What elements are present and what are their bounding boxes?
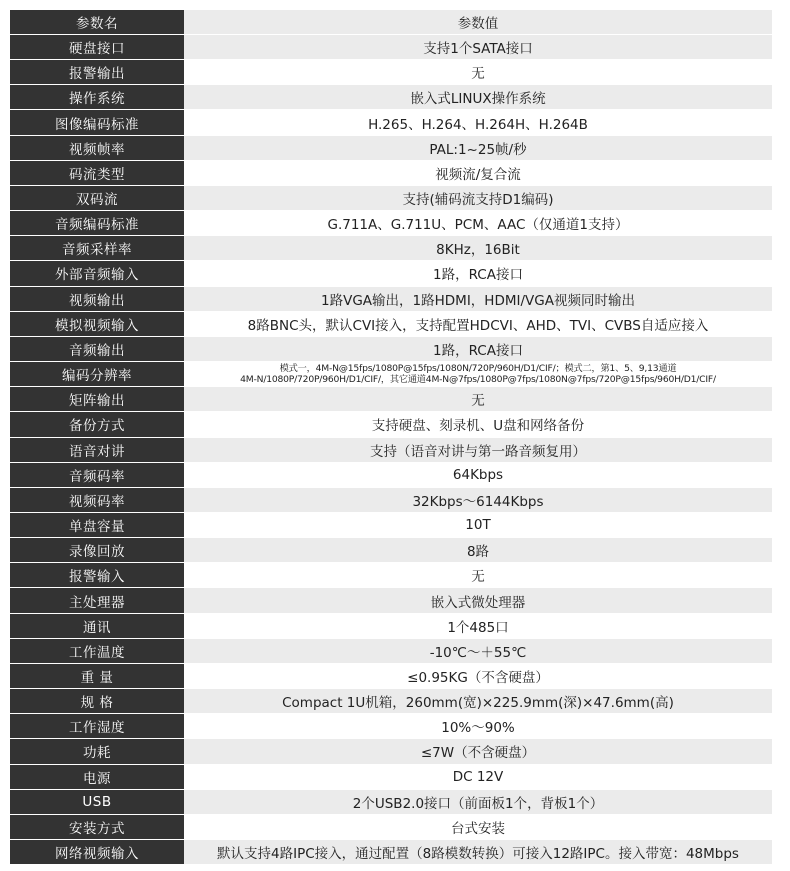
param-name: 备份方式 — [10, 412, 184, 436]
header-param-value: 参数值 — [184, 10, 772, 34]
param-name: 模拟视频输入 — [10, 312, 184, 336]
param-value: -10℃～＋55℃ — [184, 639, 772, 663]
param-value: 无 — [184, 387, 772, 411]
table-row — [10, 136, 772, 161]
param-name: 报警输出 — [10, 60, 184, 84]
param-value: 默认支持4路IPC接入，通过配置（8路模数转换）可接入12路IPC。接入带宽：48Mbps — [184, 840, 772, 864]
param-value: 无 — [184, 60, 772, 84]
param-value: 10T — [184, 513, 772, 537]
param-name: 网络视频输入 — [10, 840, 184, 864]
table-row — [10, 211, 772, 236]
param-name: 视频输出 — [10, 287, 184, 311]
table-row — [10, 312, 772, 337]
param-name: 报警输入 — [10, 563, 184, 587]
param-value — [184, 362, 772, 386]
param-value: 8路BNC头，默认CVI接入，支持配置HDCVI、AHD、TVI、CVBS自适应接入 — [184, 312, 772, 336]
table-row — [10, 488, 772, 513]
param-name: 工作温度 — [10, 639, 184, 663]
param-value: 1个485口 — [184, 614, 772, 638]
table-header-row — [10, 10, 772, 35]
table-row — [10, 765, 772, 790]
param-value: DC 12V — [184, 765, 772, 789]
param-name: 码流类型 — [10, 161, 184, 185]
param-value: ≤0.95KG（不含硬盘） — [184, 664, 772, 688]
table-row — [10, 639, 772, 664]
param-value: 嵌入式微处理器 — [184, 588, 772, 612]
param-value: PAL:1~25帧/秒 — [184, 136, 772, 160]
spec-table — [10, 10, 772, 865]
param-value: 2个USB2.0接口（前面板1个，背板1个） — [184, 790, 772, 814]
param-name: 语音对讲 — [10, 438, 184, 462]
table-row — [10, 110, 772, 135]
table-row — [10, 387, 772, 412]
param-name: 规 格 — [10, 689, 184, 713]
param-name: 工作湿度 — [10, 714, 184, 738]
table-row — [10, 438, 772, 463]
table-row — [10, 513, 772, 538]
param-value: 支持（语音对讲与第一路音频复用） — [184, 438, 772, 462]
param-name: 电源 — [10, 765, 184, 789]
table-row — [10, 161, 772, 186]
param-value: G.711A、G.711U、PCM、AAC（仅通道1支持） — [184, 211, 772, 235]
param-value: 无 — [184, 563, 772, 587]
param-value: H.265、H.264、H.264H、H.264B — [184, 110, 772, 134]
param-name: 矩阵输出 — [10, 387, 184, 411]
table-row — [10, 739, 772, 764]
param-name: 操作系统 — [10, 85, 184, 109]
table-row — [10, 538, 772, 563]
param-name: 视频帧率 — [10, 136, 184, 160]
param-value: 视频流/复合流 — [184, 161, 772, 185]
param-name: 音频输出 — [10, 337, 184, 361]
param-name: 双码流 — [10, 186, 184, 210]
param-name: USB — [10, 790, 184, 814]
param-name: 编码分辨率 — [10, 362, 184, 386]
table-row — [10, 840, 772, 865]
table-row — [10, 412, 772, 437]
param-name: 通讯 — [10, 614, 184, 638]
param-value-line: 模式一，4M-N@15fps/1080P@15fps/1080N/720P/960H/D1/CIF/；模式二，第1、5、9,13通道 — [279, 363, 677, 375]
param-name: 功耗 — [10, 739, 184, 763]
param-name: 硬盘接口 — [10, 35, 184, 59]
param-value: 支持(辅码流支持D1编码) — [184, 186, 772, 210]
table-row — [10, 563, 772, 588]
table-row — [10, 287, 772, 312]
param-value: 10%～90% — [184, 714, 772, 738]
param-name: 图像编码标准 — [10, 110, 184, 134]
param-value: 1路，RCA接口 — [184, 261, 772, 285]
param-name: 音频采样率 — [10, 236, 184, 260]
param-name: 安装方式 — [10, 815, 184, 839]
param-value: 8KHz，16Bit — [184, 236, 772, 260]
table-row — [10, 815, 772, 840]
param-value: 台式安装 — [184, 815, 772, 839]
table-row — [10, 261, 772, 286]
param-name: 单盘容量 — [10, 513, 184, 537]
param-value: 64Kbps — [184, 463, 772, 487]
table-row — [10, 85, 772, 110]
param-name: 录像回放 — [10, 538, 184, 562]
param-value: ≤7W（不含硬盘） — [184, 739, 772, 763]
param-value: 嵌入式LINUX操作系统 — [184, 85, 772, 109]
table-row — [10, 337, 772, 362]
table-row — [10, 714, 772, 739]
table-row — [10, 664, 772, 689]
param-value: 1路VGA输出，1路HDMI，HDMI/VGA视频同时输出 — [184, 287, 772, 311]
table-row — [10, 689, 772, 714]
table-row — [10, 588, 772, 613]
table-row — [10, 186, 772, 211]
table-row — [10, 790, 772, 815]
table-row — [10, 362, 772, 387]
param-name: 音频编码标准 — [10, 211, 184, 235]
param-name: 音频码率 — [10, 463, 184, 487]
table-row — [10, 35, 772, 60]
param-value: Compact 1U机箱，260mm(宽)×225.9mm(深)×47.6mm(高) — [184, 689, 772, 713]
param-value: 1路，RCA接口 — [184, 337, 772, 361]
param-value: 32Kbps～6144Kbps — [184, 488, 772, 512]
param-value: 8路 — [184, 538, 772, 562]
param-name: 视频码率 — [10, 488, 184, 512]
param-value-line: 4M-N/1080P/720P/960H/D1/CIF/，其它通道4M-N@7fps/1080P@7fps/1080N@7fps/720P@15fps/960H/D1/CIF/ — [240, 374, 716, 386]
table-row — [10, 463, 772, 488]
param-value: 支持硬盘、刻录机、U盘和网络备份 — [184, 412, 772, 436]
param-name: 主处理器 — [10, 588, 184, 612]
header-param-name: 参数名 — [10, 10, 184, 34]
param-name: 重 量 — [10, 664, 184, 688]
table-row — [10, 60, 772, 85]
table-row — [10, 236, 772, 261]
param-name: 外部音频输入 — [10, 261, 184, 285]
param-value: 支持1个SATA接口 — [184, 35, 772, 59]
table-row — [10, 614, 772, 639]
